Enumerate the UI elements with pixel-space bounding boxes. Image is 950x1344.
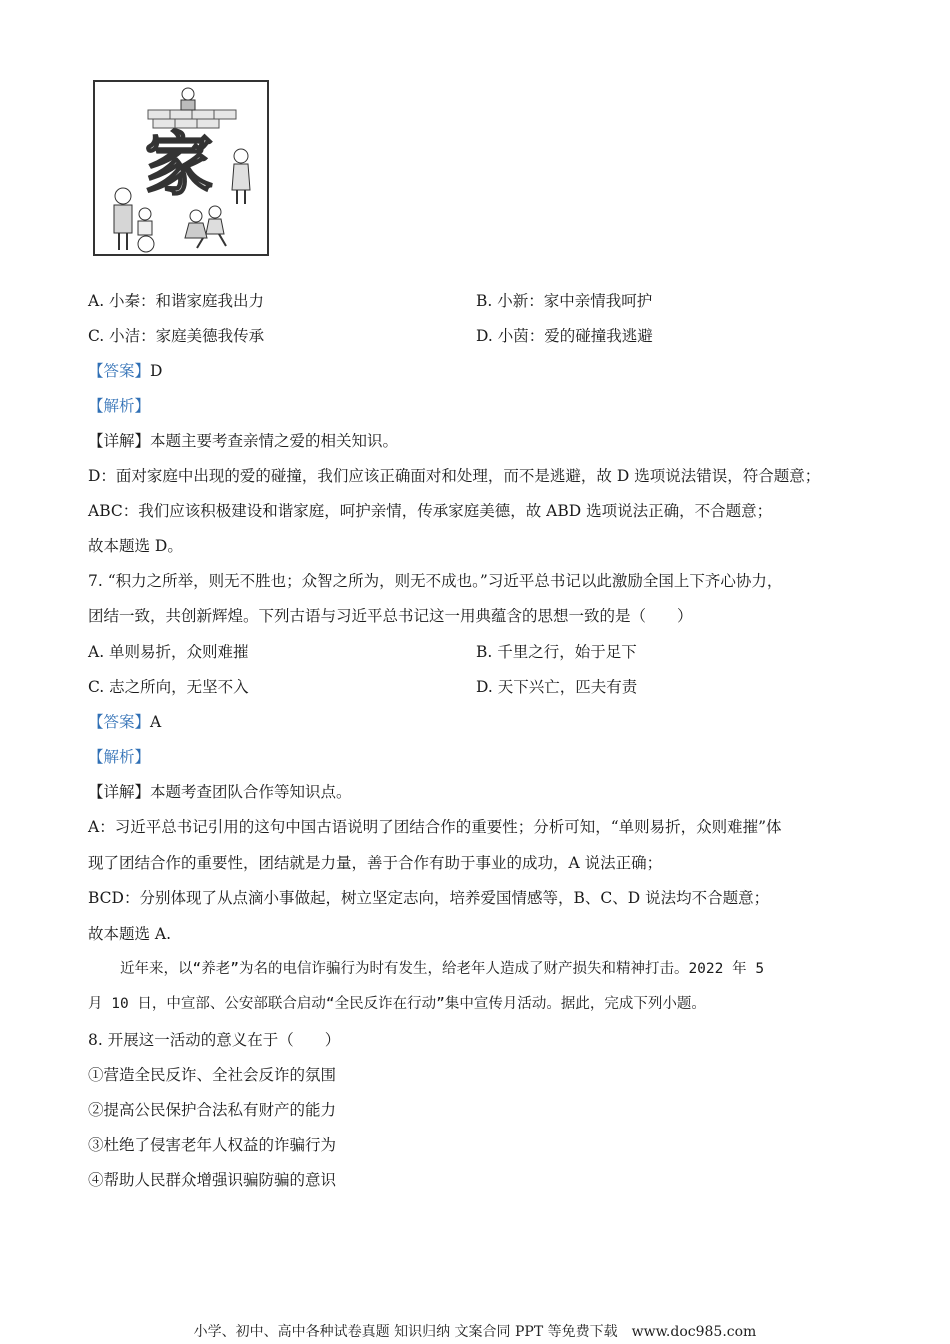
q8-item: ④帮助人民群众增强识骗防骗的意识 (88, 1171, 337, 1189)
material-line: 月 10 日，中宣部、公安部联合启动“全民反诈在行动”集中宣传月活动。据此，完成下列小题。 (88, 996, 706, 1012)
q7-option-d: D. 天下兴亡，匹夫有责 (476, 678, 638, 696)
q7-conclusion: 故本题选 A. (88, 925, 172, 943)
q6-analysis (88, 396, 150, 416)
detail-text: 本题考查团队合作等知识点。 (150, 783, 352, 801)
family-cartoon-illustration (93, 80, 269, 256)
q6-answer (88, 361, 162, 381)
q7-option-b: B. 千里之行，始于足下 (476, 643, 637, 661)
q8-item: ②提高公民保护合法私有财产的能力 (88, 1101, 337, 1119)
answer-tag: 【答案】 (88, 713, 151, 731)
q8-stem: 8. 开展这一活动的意义在于（ ） (88, 1031, 341, 1049)
footer-url[interactable]: www.doc985.com (631, 1324, 757, 1340)
q6-option-d: D. 小茵：爱的碰撞我逃避 (476, 327, 653, 345)
q7-stem-line: 团结一致，共创新辉煌。下列古语与习近平总书记这一用典蕴含的思想一致的是（ ） (88, 607, 693, 625)
q6-detail (88, 431, 398, 451)
q6-explanation-line: D：面对家庭中出现的爱的碰撞，我们应该正确面对和处理，而不是逃避，故 D 选项说法错误，符合题意； (88, 467, 821, 485)
answer-value: D (150, 362, 163, 380)
detail-tag: 【详解】 (88, 783, 151, 801)
q6-option-c: C. 小洁：家庭美德我传承 (88, 327, 265, 345)
analysis-tag: 【解析】 (88, 397, 151, 415)
answer-tag: 【答案】 (88, 362, 151, 380)
q6-conclusion: 故本题选 D。 (88, 537, 183, 555)
q7-option-a: A. 单则易折，众则难摧 (88, 643, 249, 661)
q7-answer (88, 712, 161, 732)
q7-detail (88, 782, 352, 802)
detail-text: 本题主要考查亲情之爱的相关知识。 (150, 432, 399, 450)
q6-option-a: A. 小秦：和谐家庭我出力 (88, 292, 265, 310)
detail-tag: 【详解】 (88, 432, 151, 450)
footer-text: 小学、初中、高中各种试卷真题 知识归纳 文案合同 PPT 等免费下载 (193, 1324, 618, 1340)
page-footer (0, 1323, 950, 1341)
q7-explanation-line: 现了团结合作的重要性，团结就是力量，善于合作有助于事业的成功，A 说法正确； (88, 854, 663, 872)
q8-item: ①营造全民反诈、全社会反诈的氛围 (88, 1066, 337, 1084)
material-line: 近年来，以“养老”为名的电信诈骗行为时有发生，给老年人造成了财产损失和精神打击。2022 年 5 (120, 961, 765, 977)
q8-item: ③杜绝了侵害老年人权益的诈骗行为 (88, 1136, 337, 1154)
answer-value: A (150, 713, 162, 731)
q7-stem-line: 7. “积力之所举，则无不胜也；众智之所为，则无不成也。”习近平总书记以此激励全国上下齐心协力， (88, 572, 783, 590)
q7-explanation-line: BCD：分别体现了从点滴小事做起，树立坚定志向，培养爱国情感等，B、C、D 说法均不合题意； (88, 889, 770, 907)
q7-analysis (88, 747, 150, 767)
family-character: 家 (145, 126, 214, 205)
analysis-tag: 【解析】 (88, 748, 151, 766)
q7-explanation-line: A：习近平总书记引用的这句中国古语说明了团结合作的重要性；分析可知，“单则易折，众则难摧”体 (88, 818, 782, 836)
q6-option-b: B. 小新：家中亲情我呵护 (476, 292, 653, 310)
q7-option-c: C. 志之所向，无坚不入 (88, 678, 249, 696)
q6-explanation-line: ABC：我们应该积极建设和谐家庭，呵护亲情，传承家庭美德，故 ABD 选项说法正确，不合题意； (88, 502, 773, 520)
